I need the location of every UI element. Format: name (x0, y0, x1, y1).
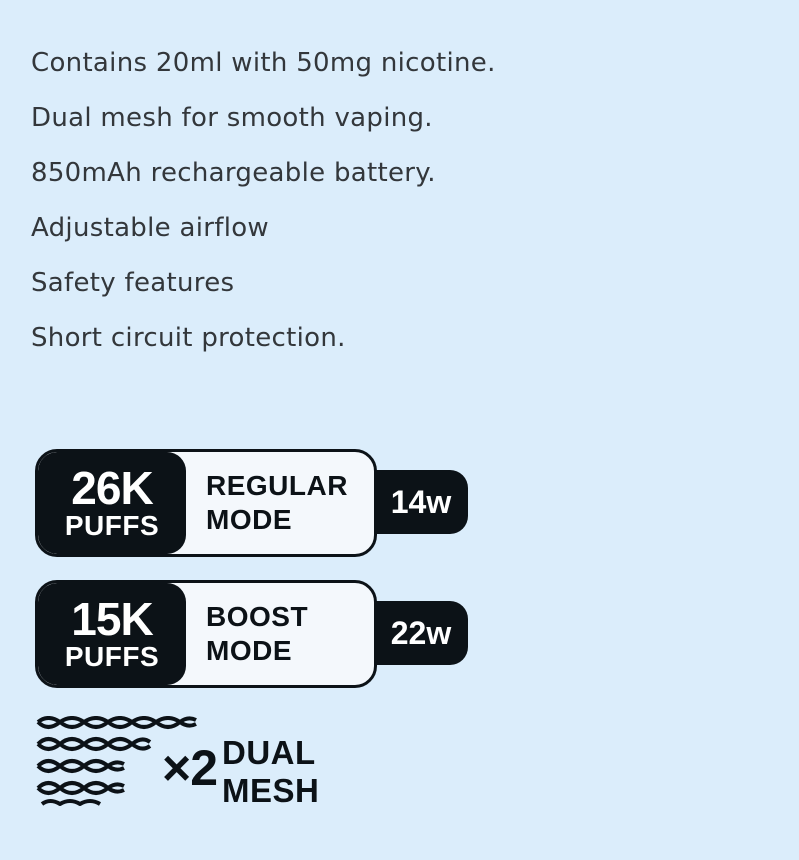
dual-mesh-badge (36, 716, 356, 808)
mode-label-line2: MODE (206, 635, 292, 666)
puff-count (38, 452, 186, 554)
feature-item: Short circuit protection. (31, 323, 346, 353)
wattage-tab: 14w (374, 470, 468, 534)
mode-label (206, 452, 348, 554)
puff-count-unit: PUFFS (64, 510, 160, 541)
mode-label-line1: REGULAR (206, 470, 348, 501)
mode-label (206, 583, 308, 685)
puff-count (38, 583, 186, 685)
mesh-multiplier: ×2 (162, 740, 218, 796)
feature-item: Adjustable airflow (31, 213, 269, 243)
badge-pill (35, 449, 377, 557)
mode-label-line2: MODE (206, 504, 292, 535)
feature-list (31, 36, 496, 366)
mesh-label-line2: MESH (222, 772, 320, 809)
regular-mode-badge (35, 449, 475, 557)
feature-item: 850mAh rechargeable battery. (31, 158, 436, 188)
wattage-tab: 22w (374, 601, 468, 665)
feature-item: Safety features (31, 268, 235, 298)
feature-item: Dual mesh for smooth vaping. (31, 103, 433, 133)
puff-count-number: 15K (71, 593, 153, 645)
mesh-label-line1: DUAL (222, 734, 316, 771)
mode-label-line1: BOOST (206, 601, 309, 632)
boost-mode-badge (35, 580, 475, 688)
feature-item: Contains 20ml with 50mg nicotine. (31, 48, 496, 78)
badge-pill (35, 580, 377, 688)
mesh-label (222, 734, 319, 810)
puff-count-number: 26K (71, 462, 153, 514)
puff-count-unit: PUFFS (64, 641, 160, 672)
